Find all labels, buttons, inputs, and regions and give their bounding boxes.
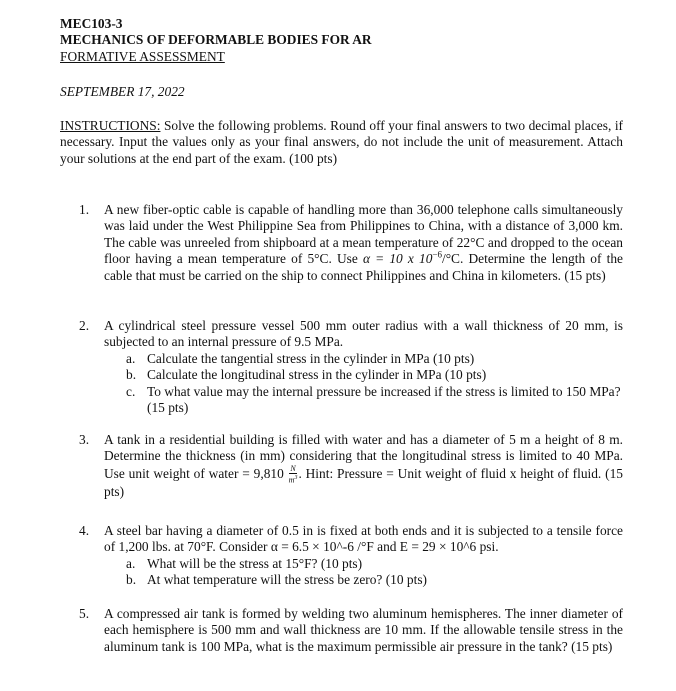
document-header — [60, 16, 630, 65]
problem-text — [104, 523, 623, 589]
instructions-label: INSTRUCTIONS: — [60, 118, 161, 133]
assessment-type: FORMATIVE ASSESSMENT — [60, 48, 225, 64]
problem-text-part: A new fiber-optic cable is capable of handling more than 36,000 telephone calls simultaneously was laid under the West Philippine Sea from Philippines to China, with a distance of 3,000 km. The cable was unreeled from shipboard at a mean temperature of 22°C and dropped to the ocean floor having a mean temperature of 5°C. Use — [104, 202, 623, 267]
problem-4 — [79, 523, 623, 589]
problem-number: 2. — [79, 318, 90, 333]
sub-text: Calculate the longitudinal stress in the cylinder in MPa (10 pts) — [147, 367, 487, 383]
sub-text: What will be the stress at 15°F? (10 pts) — [147, 555, 363, 571]
sub-letter: b. — [126, 572, 137, 588]
problem-stem: A steel bar having a diameter of 0.5 in is fixed at both ends and it is subjected to a tensile force of 1,200 lbs. at 70°F. Consider α = 6.5 × 10^-6 /°F and E = 29 × 10^6 psi. — [104, 523, 623, 555]
sub-letter: c. — [126, 383, 136, 399]
sub-item-a — [104, 556, 623, 572]
problem-text — [104, 202, 623, 284]
problem-text-part: A tank in a residential building is filled with water and has a diameter of 5 m a height of 8 m. Determine the thickness (in mm) considering that the longitudinal stress is limited to 40 MPa. Use unit weight of water = 9,810 — [104, 432, 623, 481]
sub-letter: b. — [126, 367, 137, 383]
problem-1 — [79, 202, 623, 284]
unit-fraction — [289, 465, 298, 485]
course-code: MEC103-3 — [60, 16, 123, 31]
fraction-numerator: N — [290, 463, 296, 473]
denominator-base: m — [288, 475, 295, 485]
sub-letter: a. — [126, 555, 136, 571]
instructions — [60, 118, 623, 167]
problem-number: 1. — [79, 202, 90, 217]
problem-3 — [79, 432, 623, 501]
problem-text-part: /°C. Determine the length of the cable that must be carried on the ship to connect Philippines and China in kilometers. (15 pts) — [104, 251, 623, 283]
sub-item-c — [104, 384, 623, 417]
problem-number: 5. — [79, 606, 90, 621]
problem-text — [104, 432, 623, 501]
problem-stem: A cylindrical steel pressure vessel 500 mm outer radius with a wall thickness of 20 mm, is subjected to an internal pressure of 9.5 MPa. — [104, 318, 623, 350]
sub-text: At what temperature will the stress be zero? (10 pts) — [147, 572, 427, 588]
sub-item-b — [104, 367, 623, 383]
exam-date: SEPTEMBER 17, 2022 — [60, 84, 185, 99]
exponent: −6 — [432, 249, 442, 260]
problem-5 — [79, 606, 623, 655]
sub-letter: a. — [126, 350, 136, 366]
sub-text: Calculate the tangential stress in the cylinder in MPa (10 pts) — [147, 350, 475, 366]
problem-text-part: . Hint: Pressure = Unit weight of fluid x height of fluid. (15 pts) — [104, 465, 623, 500]
fraction-denominator — [289, 474, 298, 485]
instructions-text: Solve the following problems. Round off your final answers to two decimal places, if necessary. Input the values only as your final answers, do not include the unit of measurement. Attach your solutions at the end part of the exam. (100 pts) — [60, 118, 623, 166]
sub-text: To what value may the internal pressure be increased if the stress is limited to 150 MPa? (15 pts) — [147, 383, 621, 416]
alpha-expression: α = 10 x 10 — [362, 251, 433, 267]
sub-item-a — [104, 351, 623, 367]
problem-number: 3. — [79, 432, 90, 447]
course-title: MECHANICS OF DEFORMABLE BODIES FOR AR — [60, 32, 372, 48]
sub-item-b — [104, 572, 623, 588]
problem-text — [104, 318, 623, 416]
denominator-exponent: 3 — [294, 474, 298, 481]
problem-number: 4. — [79, 523, 90, 538]
problem-text: A compressed air tank is formed by welding two aluminum hemispheres. The inner diameter of each hemisphere is 500 mm and wall thickness are 10 mm. If the allowable tensile stress in the aluminum tank is 100 MPa, what is the maximum permissible air pressure in the tank? (15 pts) — [104, 606, 623, 654]
problem-2 — [79, 318, 623, 416]
